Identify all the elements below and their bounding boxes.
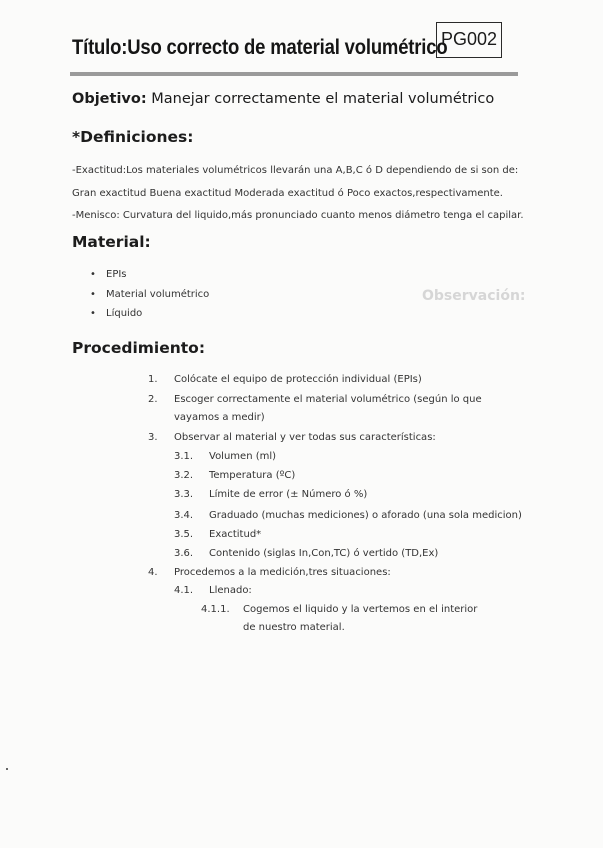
definitions-heading: *Definiciones: (72, 128, 194, 146)
substep-text: Llenado: (209, 585, 252, 596)
title-underline (70, 72, 518, 76)
document-code-box: PG002 (436, 22, 502, 58)
procedure-heading: Procedimiento: (72, 339, 206, 357)
objective-line (72, 91, 494, 107)
definition-line: Gran exactitud Buena exactitud Moderada exactitud ó Poco exactos,respectivamente. (72, 188, 503, 199)
substep-number: 3.5. (174, 529, 194, 540)
step-text: Escoger correctamente el material volumétrico (según lo que vayamos a medir) (174, 394, 482, 423)
objective-label: Objetivo: (72, 91, 147, 107)
subsubstep-number: 4.1.1. (201, 604, 230, 615)
substep-number: 3.4. (174, 510, 194, 521)
substep-text: Volumen (ml) (209, 451, 277, 462)
substep-number: 3.1. (174, 451, 194, 462)
subsubstep-text: Cogemos el liquido y la vertemos en el interior de nuestro material. (243, 604, 478, 633)
substep-text: Temperatura (ºC) (209, 470, 296, 481)
list-item: • Líquido (90, 307, 209, 327)
step-text: Procedemos a la medición,tres situaciones: (174, 567, 391, 578)
step-number: 3. (148, 432, 158, 443)
page-title: Título:Uso correcto de material volumétrico (72, 36, 448, 59)
substep-text: Exactitud* (209, 529, 262, 540)
definition-line: -Exactitud:Los materiales volumétricos llevarán una A,B,C ó D dependiendo de si son de: (72, 165, 519, 176)
scan-speck (6, 768, 8, 770)
bleed-through-heading: Observación: (422, 288, 526, 304)
substep-number: 3.6. (174, 548, 194, 559)
substep-text: Graduado (muchas mediciones) o aforado (una sola medicion) (209, 510, 522, 521)
substep-text: Contenido (siglas In,Con,TC) ó vertido (TD,Ex) (209, 548, 439, 559)
step-text: Colócate el equipo de protección individual (EPIs) (174, 374, 422, 385)
objective-text: Manejar correctamente el material volumétrico (146, 91, 495, 107)
definition-line: -Menisco: Curvatura del liquido,más pronunciado cuanto menos diámetro tenga el capilar. (72, 210, 524, 221)
substep-text: Límite de error (± Número ó %) (209, 489, 368, 500)
substep-number: 4.1. (174, 585, 194, 596)
list-item: • Material volumétrico (90, 288, 209, 308)
substep-number: 3.3. (174, 489, 194, 500)
substep-number: 3.2. (174, 470, 194, 481)
step-number: 1. (148, 374, 158, 385)
step-number: 4. (148, 567, 158, 578)
list-item: • EPIs (90, 268, 209, 288)
material-heading: Material: (72, 233, 151, 251)
step-text: Observar al material y ver todas sus características: (174, 432, 436, 443)
material-list (90, 268, 209, 327)
step-number: 2. (148, 394, 158, 405)
